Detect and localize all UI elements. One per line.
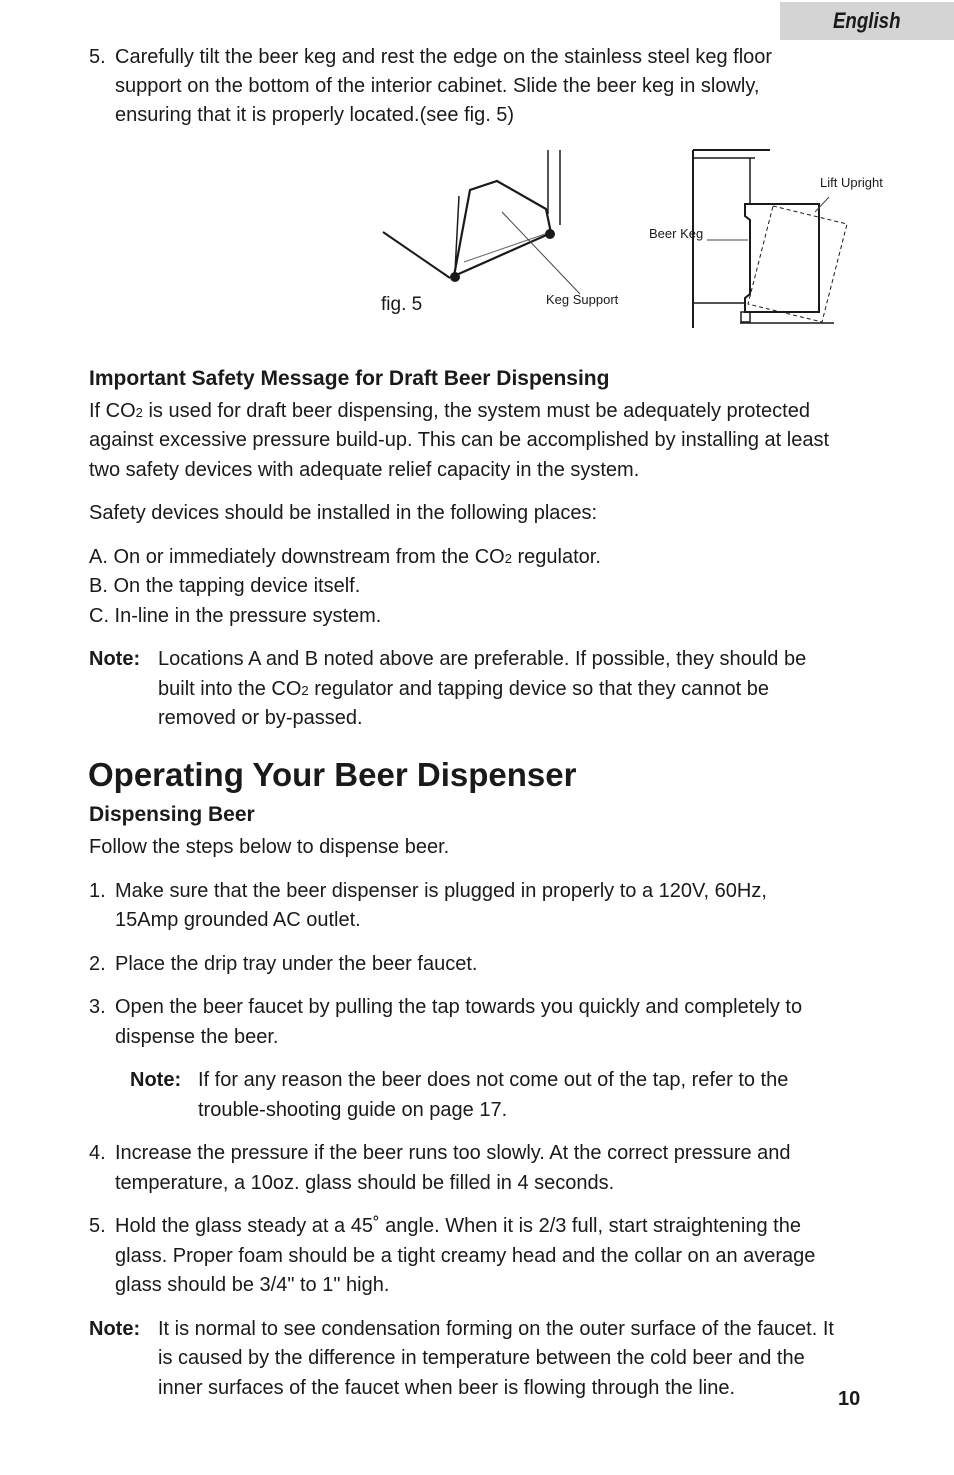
keg-support-label: Keg Support <box>546 292 619 307</box>
note-label: Note: <box>130 1069 182 1091</box>
page-number: 10 <box>838 1388 861 1410</box>
step-line: Place the drip tray under the beer faucet. <box>115 953 478 975</box>
note-line: is caused by the difference in temperature between the cold beer and the <box>158 1347 805 1369</box>
step-line: Carefully tilt the beer keg and rest the edge on the stainless steel keg floor <box>115 46 773 68</box>
note-line: If for any reason the beer does not come out of the tap, refer to the <box>198 1069 789 1091</box>
safety-paragraph-line: If CO2 is used for draft beer dispensing, the system must be adequately protected <box>89 400 810 422</box>
note-line: built into the CO2 regulator and tapping device so that they cannot be <box>158 678 769 700</box>
step-line: Make sure that the beer dispenser is plugged in properly to a 120V, 60Hz, <box>115 880 767 902</box>
safety-paragraph-line: two safety devices with adequate relief capacity in the system. <box>89 459 640 481</box>
step-line: glass should be 3/4" to 1" high. <box>115 1274 390 1296</box>
step-number: 5. <box>89 1215 106 1237</box>
safety-location-c: C. In-line in the pressure system. <box>89 605 382 627</box>
step-number: 5. <box>89 46 106 68</box>
figure-caption: fig. 5 <box>381 294 423 315</box>
step-line: support on the bottom of the interior cabinet. Slide the beer keg in slowly, <box>115 75 760 97</box>
dispensing-intro: Follow the steps below to dispense beer. <box>89 836 450 858</box>
lift-upright-label: Lift Upright <box>820 175 883 190</box>
tilted-keg-outline <box>748 206 847 322</box>
step-line: dispense the beer. <box>115 1026 279 1048</box>
note-line: trouble-shooting guide on page 17. <box>198 1099 508 1121</box>
safety-paragraph-line: against excessive pressure build-up. This can be accomplished by installing at least <box>89 429 830 451</box>
step-line: temperature, a 10oz. glass should be filled in 4 seconds. <box>115 1172 615 1194</box>
note-line: removed or by-passed. <box>158 707 363 729</box>
beer-keg-label: Beer Keg <box>649 226 704 241</box>
safety-location-a: A. On or immediately downstream from the CO2 regulator. <box>89 546 601 568</box>
note-line: Locations A and B noted above are preferable. If possible, they should be <box>158 648 807 670</box>
step-line: Open the beer faucet by pulling the tap towards you quickly and completely to <box>115 996 803 1018</box>
note-label: Note: <box>89 648 141 670</box>
figure-5 <box>0 0 954 340</box>
keg-support-drawing <box>383 150 580 294</box>
language-label: English <box>833 8 901 33</box>
safety-heading: Important Safety Message for Draft Beer Dispensing <box>89 367 610 390</box>
step-number: 1. <box>89 880 106 902</box>
step-line: Hold the glass steady at a 45˚ angle. When it is 2/3 full, start straightening the <box>115 1215 801 1237</box>
dispensing-subheading: Dispensing Beer <box>89 803 255 826</box>
step-line: glass. Proper foam should be a tight creamy head and the collar on an average <box>115 1245 816 1267</box>
step-line: ensuring that it is properly located.(see fig. 5) <box>115 104 515 126</box>
step-line: 15Amp grounded AC outlet. <box>115 909 361 931</box>
step-line: Increase the pressure if the beer runs too slowly. At the correct pressure and <box>115 1142 791 1164</box>
step-number: 2. <box>89 953 106 975</box>
step-number: 4. <box>89 1142 106 1164</box>
safety-location-b: B. On the tapping device itself. <box>89 575 361 597</box>
note-line: inner surfaces of the faucet when beer is flowing through the line. <box>158 1377 736 1399</box>
section-title: Operating Your Beer Dispenser <box>88 756 577 793</box>
step-number: 3. <box>89 996 106 1018</box>
note-line: It is normal to see condensation forming on the outer surface of the faucet. It <box>158 1318 834 1340</box>
safety-devices-intro: Safety devices should be installed in the following places: <box>89 502 598 524</box>
note-label: Note: <box>89 1318 141 1340</box>
cabinet-drawing <box>693 150 834 328</box>
